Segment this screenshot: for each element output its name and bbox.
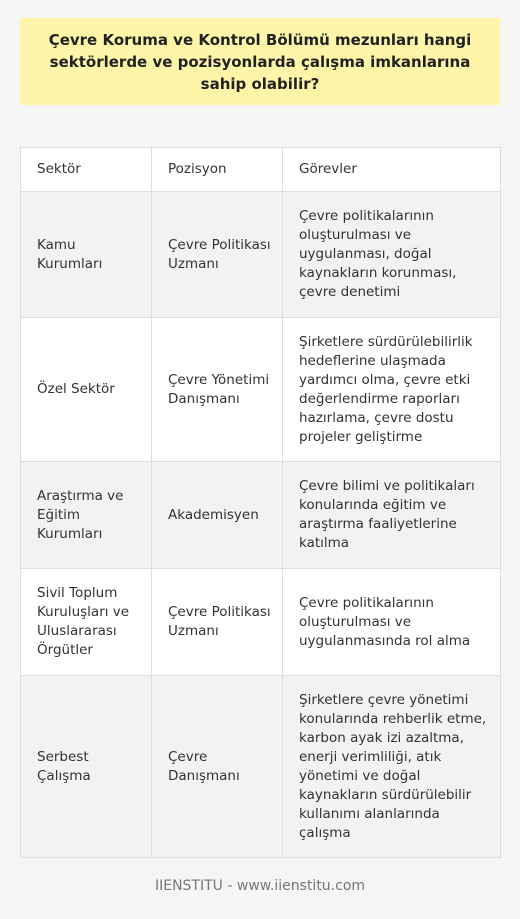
sector-cell: Özel Sektör [21, 318, 152, 462]
duties-cell: Çevre politikalarının oluşturulması ve uygulanmasında rol alma [283, 569, 501, 676]
duties-cell: Şirketlere çevre yönetimi konularında rehberlik etme, karbon ayak izi azaltma, enerji verimliliği, atık yönetimi ve doğal kaynakların sürdürülebilir kullanımı alanlarında çalışma [283, 676, 501, 858]
position-cell: Çevre Politikası Uzmanı [152, 569, 283, 676]
page-title: Çevre Koruma ve Kontrol Bölümü mezunları hangi sektörlerde ve pozisyonlarda çalışma imkanlarına sahip olabilir? [48, 30, 472, 93]
sector-cell: Serbest Çalışma [21, 676, 152, 858]
duties-cell: Şirketlere sürdürülebilirlik hedeflerine ulaşmada yardımcı olma, çevre etki değerlendirme raporları hazırlama, çevre dostu projeler geliştirme [283, 318, 501, 462]
position-cell: Akademisyen [152, 462, 283, 569]
column-header-position: Pozisyon [152, 148, 283, 192]
footer-credit: IIENSTITU - www.iienstitu.com [154, 878, 366, 894]
column-header-sector: Sektör [21, 148, 152, 192]
duties-cell: Çevre bilimi ve politikaları konularında eğitim ve araştırma faaliyetlerine katılma [283, 462, 501, 569]
sector-cell: Sivil Toplum Kuruluşları ve Uluslararası Örgütler [21, 569, 152, 676]
position-cell: Çevre Yönetimi Danışmanı [152, 318, 283, 462]
sector-cell: Araştırma ve Eğitim Kurumları [21, 462, 152, 569]
column-header-duties: Görevler [283, 148, 501, 192]
table-header-row [21, 148, 501, 192]
table-row [21, 318, 501, 462]
position-cell: Çevre Politikası Uzmanı [152, 192, 283, 318]
table-row [21, 676, 501, 858]
table-row [21, 192, 501, 318]
position-cell: Çevre Danışmanı [152, 676, 283, 858]
title-banner [20, 18, 500, 105]
duties-cell: Çevre politikalarının oluşturulması ve uygulanması, doğal kaynakların korunması, çevre denetimi [283, 192, 501, 318]
sector-cell: Kamu Kurumları [21, 192, 152, 318]
careers-table [20, 147, 501, 858]
table-row [21, 462, 501, 569]
table-row [21, 569, 501, 676]
